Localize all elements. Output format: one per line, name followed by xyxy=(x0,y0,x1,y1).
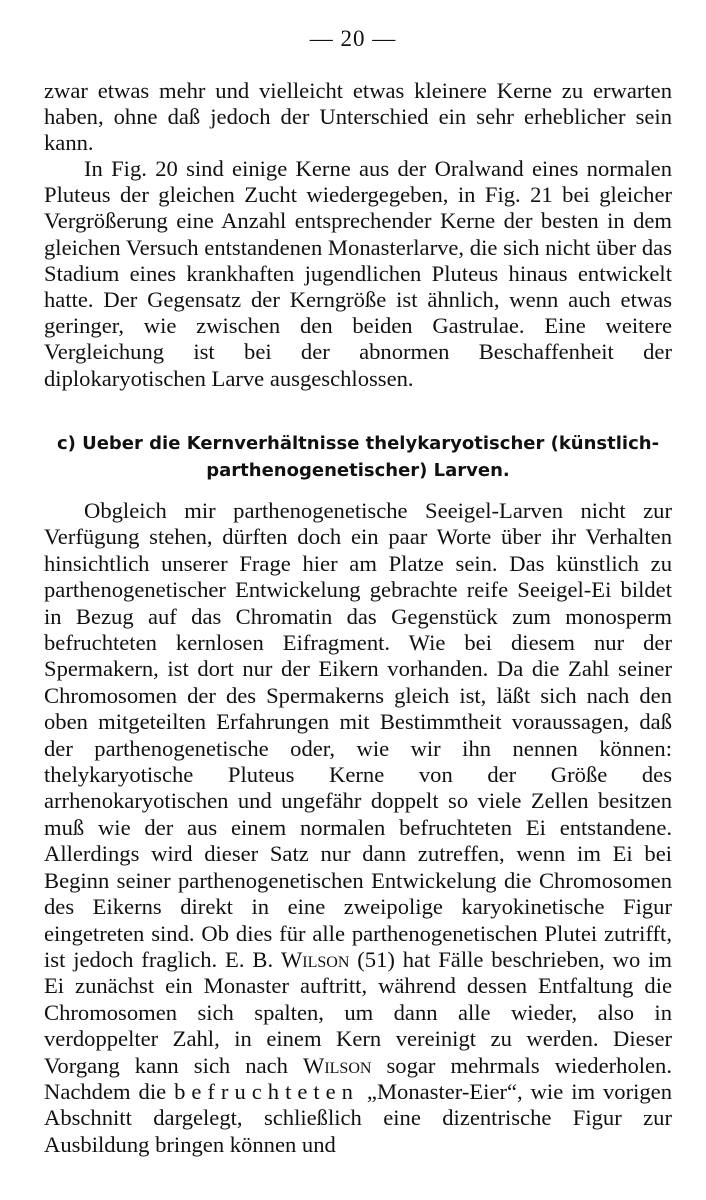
emphasized-word: befruchteten xyxy=(174,1078,359,1104)
text-run: Obgleich mir parthenogenetische Seeigel-Larven nicht zur Verfügung stehen, dürften doch ein paar Worte über ihr Verhalten hinsichtlich unserer Frage hier am Platze sein. Das künstlich zu parthenogenetischer Entwickelung gebrachte reife Seeigel-Ei bildet in Bezug auf das Chromatin das Gegenstück zum monosperm befruchteten kernlosen Eifragment. Wie bei diesem nur der Spermakern, ist dort nur der Eikern vorhanden. Da die Zahl seiner Chromosomen der des Spermakerns gleich ist, läßt sich nach den oben mitgeteilten Erfahrungen mit Bestimmtheit voraussagen, daß der parthenogenetische oder, wie wir ihn nennen können: thelykaryotische Pluteus Kerne von der Größe des arrhenokaryotischen und ungefähr doppelt so viele Zellen besitzen muß wie der aus einem normalen befruchteten Ei entstandene. Allerdings wird dieser Satz nur dann zutreffen, wenn im Ei bei Beginn seiner parthenogenetischen Entwickelung die Chromosomen des Eikerns direkt in eine zweipolige karyokinetische Figur eingetreten sind. Ob dies für alle parthenogenetischen Plutei zutrifft, ist jedoch fraglich. E. B. xyxy=(44,498,672,972)
paragraph-text: In Fig. 20 sind einige Kerne aus der Oralwand eines normalen Pluteus der gleichen Zucht wiedergegeben, in Fig. 21 bei gleicher Vergrößerung eine Anzahl entsprechender Kerne der besten in dem gleichen Versuch entstandenen Monasterlarve, die sich nicht über das Stadium eines krankhaften jugendlichen Pluteus hinaus entwickelt hatte. Der Gegensatz der Kerngröße ist ähnlich, wenn auch etwas geringer, wie zwischen den beiden Gastrulae. Eine weitere Vergleichung ist bei der abnormen Beschaffenheit der diplokaryotischen Larve ausgeschlossen. xyxy=(44,156,672,391)
text-run: sogar mehrmals wiederholen. Nachdem die xyxy=(44,1052,673,1104)
paragraph-fig-comparison xyxy=(44,156,672,392)
page-number: — 20 — xyxy=(309,26,397,51)
paragraph-text: zwar etwas mehr und vielleicht etwas kleinere Kerne zu erwarten haben, ohne daß jedoch der Unterschied ein sehr erheblicher sein kann. xyxy=(44,78,672,156)
text-run: (51) hat Fälle beschrieben, wo im Ei zunächst ein Monaster auftritt, während dessen Entfaltung die Chromosomen sich spalten, um dann alle wieder, also in verdoppelter Zahl, in einem Kern vereinigt zu werden. Dieser Vorgang kann sich nach xyxy=(44,946,672,1078)
paragraph-text xyxy=(44,498,672,1158)
author-name: Wilson xyxy=(280,946,350,972)
text-run: „Monaster-Eier“, wie im vorigen Abschnitt dargelegt, schließlich eine dizentrische Figur zur Ausbildung bringen können und xyxy=(44,1078,673,1157)
section-heading-line: c) Ueber die Kernverhältnisse thelykaryotischer (künstlich- xyxy=(56,433,660,454)
paragraph-parthenogenesis xyxy=(44,498,672,1158)
author-name: Wilson xyxy=(303,1052,372,1078)
section-heading xyxy=(44,430,672,484)
paragraph-continuation xyxy=(44,78,672,157)
section-heading-line: parthenogenetischer) Larven. xyxy=(206,460,510,481)
